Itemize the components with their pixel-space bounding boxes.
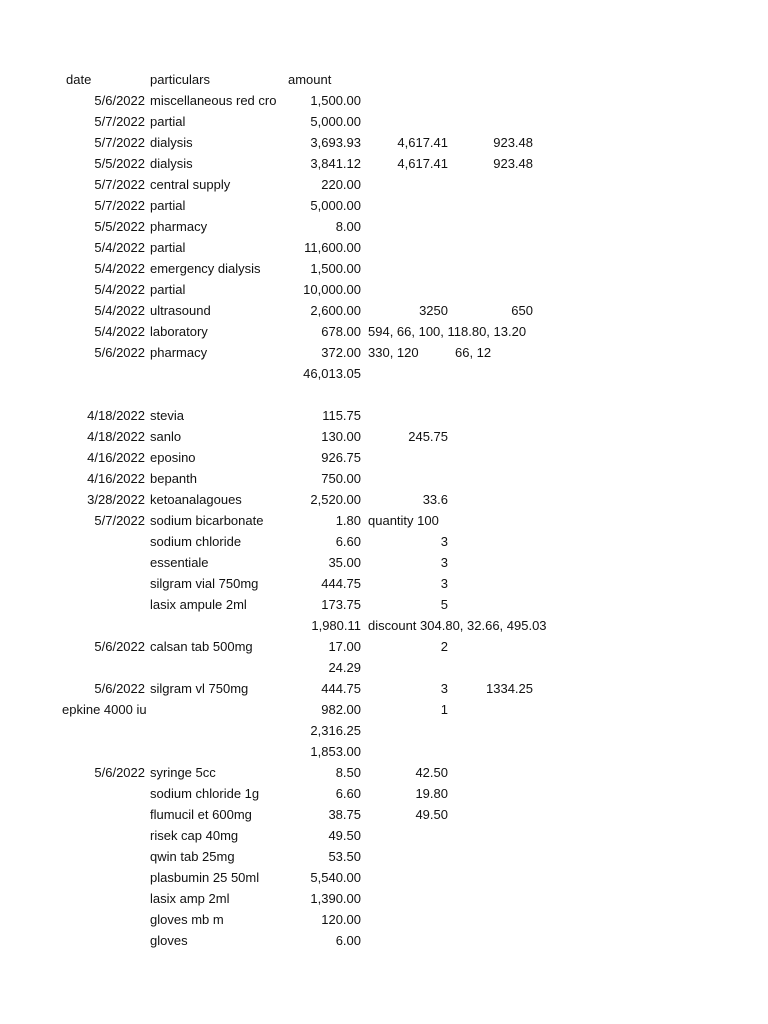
cell-amount: 444.75 xyxy=(321,576,361,591)
cell-date: 5/6/2022 xyxy=(94,765,145,780)
table-row xyxy=(0,678,768,699)
cell-particulars: partial xyxy=(150,282,186,297)
cell-date: 5/7/2022 xyxy=(94,198,145,213)
cell-amount: 1,853.00 xyxy=(310,744,361,759)
cell-amount: 5,540.00 xyxy=(310,870,361,885)
cell-particulars: bepanth xyxy=(150,471,197,486)
cell-date: 4/18/2022 xyxy=(87,408,145,423)
cell-col-d: 19.80 xyxy=(415,786,448,801)
table-row xyxy=(0,636,768,657)
cell-particulars: emergency dialysis xyxy=(150,261,261,276)
cell-date: 5/7/2022 xyxy=(94,513,145,528)
table-row xyxy=(0,783,768,804)
cell-amount: 372.00 xyxy=(321,345,361,360)
table-row xyxy=(0,426,768,447)
cell-particulars: plasbumin 25 50ml xyxy=(150,870,260,885)
cell-amount: 8.50 xyxy=(335,765,361,780)
cell-particulars: gloves xyxy=(150,933,188,948)
table-row xyxy=(0,195,768,216)
table-row xyxy=(0,237,768,258)
table-row xyxy=(0,867,768,888)
cell-col-d: discount 304.80, 32.66, 495.03 xyxy=(368,618,547,633)
table-row xyxy=(0,405,768,426)
table-row xyxy=(0,447,768,468)
cell-amount: 1,500.00 xyxy=(310,93,361,108)
cell-date: 5/6/2022 xyxy=(94,681,145,696)
cell-amount: 5,000.00 xyxy=(310,198,361,213)
header-row xyxy=(0,69,768,90)
table-row xyxy=(0,363,768,384)
cell-amount: 17.00 xyxy=(328,639,361,654)
cell-date: 5/7/2022 xyxy=(94,114,145,129)
cell-particulars: stevia xyxy=(150,408,184,423)
cell-particulars: sodium chloride xyxy=(150,534,242,549)
table-row xyxy=(0,300,768,321)
cell-particulars: ketoanalagoues xyxy=(150,492,242,507)
cell-date: 5/7/2022 xyxy=(94,135,145,150)
cell-amount: 115.75 xyxy=(322,408,361,423)
table-row xyxy=(0,321,768,342)
cell-date: 5/6/2022 xyxy=(94,639,145,654)
cell-date: 5/7/2022 xyxy=(94,177,145,192)
cell-amount: 982.00 xyxy=(321,702,361,717)
table-row xyxy=(0,552,768,573)
cell-date: 5/4/2022 xyxy=(94,303,145,318)
cell-amount: 8.00 xyxy=(335,219,361,234)
cell-col-d: 2 xyxy=(440,639,448,654)
table-row xyxy=(0,531,768,552)
table-row xyxy=(0,846,768,867)
cell-col-d: 3 xyxy=(440,555,448,570)
cell-particulars: dialysis xyxy=(150,156,193,171)
cell-date: 3/28/2022 xyxy=(87,492,145,507)
cell-date: 5/4/2022 xyxy=(94,282,145,297)
cell-particulars: sanlo xyxy=(150,429,182,444)
cell-date: 5/5/2022 xyxy=(94,219,145,234)
cell-particulars: essentiale xyxy=(150,555,209,570)
spreadsheet xyxy=(0,69,768,951)
table-row xyxy=(0,594,768,615)
table-row xyxy=(0,468,768,489)
cell-amount: 46,013.05 xyxy=(303,366,361,381)
cell-amount: 1,390.00 xyxy=(310,891,361,906)
cell-col-e: 923.48 xyxy=(493,156,533,171)
table-row xyxy=(0,930,768,951)
table-row xyxy=(0,216,768,237)
cell-amount: 678.00 xyxy=(321,324,361,339)
header-particulars: particulars xyxy=(150,72,210,87)
cell-date: 4/18/2022 xyxy=(87,429,145,444)
table-row xyxy=(0,888,768,909)
cell-col-e: 1334.25 xyxy=(486,681,533,696)
cell-particulars: risek cap 40mg xyxy=(150,828,239,843)
cell-col-e: 923.48 xyxy=(493,135,533,150)
cell-particulars: silgram vial 750mg xyxy=(150,576,259,591)
cell-date: 5/4/2022 xyxy=(94,240,145,255)
table-body xyxy=(0,90,768,951)
header-date: date xyxy=(66,72,92,87)
table-row xyxy=(0,699,768,720)
cell-col-d: 4,617.41 xyxy=(397,135,448,150)
cell-amount: 120.00 xyxy=(321,912,361,927)
cell-particulars: sodium chloride 1g xyxy=(150,786,260,801)
cell-amount: 220.00 xyxy=(321,177,361,192)
cell-particulars: calsan tab 500mg xyxy=(150,639,253,654)
cell-amount: 1.80 xyxy=(335,513,361,528)
cell-date: 5/6/2022 xyxy=(94,93,145,108)
cell-col-d: 5 xyxy=(440,597,448,612)
cell-amount: 6.60 xyxy=(335,786,361,801)
cell-col-d: 49.50 xyxy=(415,807,448,822)
cell-amount: 750.00 xyxy=(321,471,361,486)
cell-particulars: central supply xyxy=(150,177,231,192)
cell-col-d: 33.6 xyxy=(422,492,448,507)
cell-particulars: pharmacy xyxy=(150,345,208,360)
table-row xyxy=(0,825,768,846)
cell-date: 5/4/2022 xyxy=(94,324,145,339)
cell-particulars: ultrasound xyxy=(150,303,211,318)
cell-col-d: 3 xyxy=(440,681,448,696)
cell-particulars: miscellaneous red cro xyxy=(150,93,277,108)
cell-particulars: dialysis xyxy=(150,135,193,150)
cell-particulars: flumucil et 600mg xyxy=(150,807,252,822)
cell-col-e: 650 xyxy=(511,303,533,318)
cell-amount: 6.00 xyxy=(335,933,361,948)
cell-particulars: partial xyxy=(150,240,186,255)
cell-particulars: lasix amp 2ml xyxy=(150,891,230,906)
table-row xyxy=(0,153,768,174)
cell-particulars: partial xyxy=(150,198,186,213)
cell-col-d: 3 xyxy=(440,534,448,549)
cell-amount: 11,600.00 xyxy=(304,240,361,255)
table-row xyxy=(0,762,768,783)
cell-amount: 173.75 xyxy=(321,597,361,612)
cell-date: 5/5/2022 xyxy=(94,156,145,171)
table-row xyxy=(0,657,768,678)
cell-particulars: laboratory xyxy=(150,324,208,339)
cell-amount: 2,600.00 xyxy=(310,303,361,318)
cell-col-e: 66, 12 xyxy=(455,345,492,360)
table-row xyxy=(0,384,768,405)
cell-col-d: 42.50 xyxy=(415,765,448,780)
cell-particulars: pharmacy xyxy=(150,219,208,234)
cell-amount: 3,841.12 xyxy=(310,156,361,171)
cell-date: 5/4/2022 xyxy=(94,261,145,276)
table-row xyxy=(0,615,768,636)
cell-amount: 2,316.25 xyxy=(310,723,361,738)
cell-col-d: 594, 66, 100, 118.80, 13.20 xyxy=(368,324,527,339)
cell-col-d: 3 xyxy=(440,576,448,591)
table-row xyxy=(0,489,768,510)
table-row xyxy=(0,510,768,531)
cell-particulars: eposino xyxy=(150,450,196,465)
cell-amount: 926.75 xyxy=(321,450,361,465)
table-row xyxy=(0,132,768,153)
table-row xyxy=(0,111,768,132)
table-row xyxy=(0,804,768,825)
cell-particulars: lasix ampule 2ml xyxy=(150,597,247,612)
cell-particulars: gloves mb m xyxy=(150,912,224,927)
table-row xyxy=(0,90,768,111)
cell-date: 4/16/2022 xyxy=(87,450,145,465)
table-row xyxy=(0,258,768,279)
table-row xyxy=(0,720,768,741)
cell-particulars: partial xyxy=(150,114,186,129)
table-row xyxy=(0,741,768,762)
cell-amount: 53.50 xyxy=(328,849,361,864)
cell-amount: 444.75 xyxy=(321,681,361,696)
cell-spill-text: epkine 4000 iu xyxy=(62,702,147,717)
cell-particulars: qwin tab 25mg xyxy=(150,849,235,864)
table-row xyxy=(0,279,768,300)
cell-col-d: 245.75 xyxy=(408,429,448,444)
table-row xyxy=(0,573,768,594)
cell-date: 5/6/2022 xyxy=(94,345,145,360)
cell-amount: 1,980.11 xyxy=(311,618,361,633)
cell-particulars: sodium bicarbonate xyxy=(150,513,264,528)
cell-col-d: quantity 100 xyxy=(368,513,439,528)
cell-amount: 10,000.00 xyxy=(303,282,361,297)
cell-amount: 38.75 xyxy=(328,807,361,822)
cell-amount: 130.00 xyxy=(321,429,361,444)
cell-col-d: 3250 xyxy=(419,303,448,318)
table-row xyxy=(0,174,768,195)
cell-amount: 24.29 xyxy=(328,660,361,675)
cell-amount: 1,500.00 xyxy=(310,261,361,276)
cell-amount: 3,693.93 xyxy=(310,135,361,150)
cell-amount: 49.50 xyxy=(328,828,361,843)
header-amount: amount xyxy=(288,72,332,87)
cell-amount: 5,000.00 xyxy=(310,114,361,129)
cell-amount: 2,520.00 xyxy=(310,492,361,507)
cell-col-d: 330, 120 xyxy=(368,345,419,360)
table-row xyxy=(0,909,768,930)
cell-amount: 35.00 xyxy=(328,555,361,570)
table-row xyxy=(0,342,768,363)
cell-col-d: 4,617.41 xyxy=(397,156,448,171)
cell-col-d: 1 xyxy=(440,702,448,717)
cell-particulars: silgram vl 750mg xyxy=(150,681,249,696)
cell-date: 4/16/2022 xyxy=(87,471,145,486)
cell-amount: 6.60 xyxy=(335,534,361,549)
cell-particulars: syringe 5cc xyxy=(150,765,216,780)
